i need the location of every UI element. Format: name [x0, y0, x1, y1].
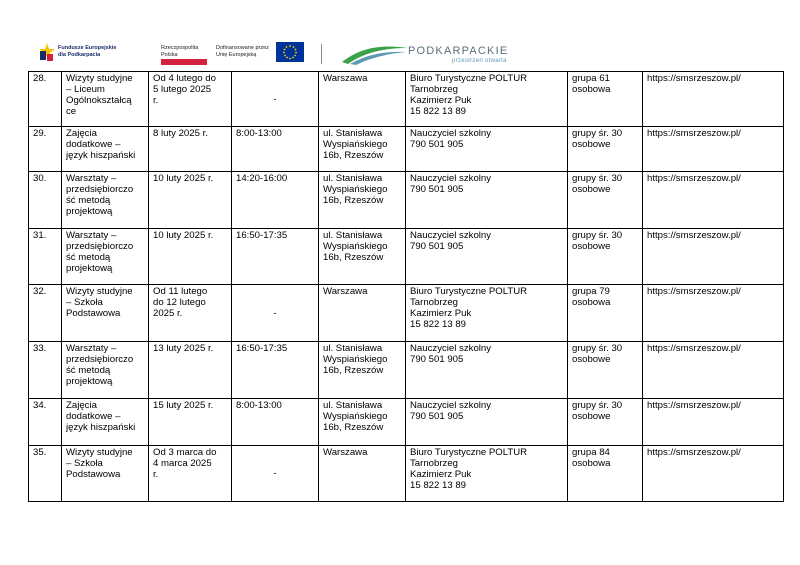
- cell-place: Warszawa: [319, 446, 406, 502]
- cell-name: Wizyty studyjne – Szkoła Podstawowa: [62, 446, 149, 502]
- cell-date: Od 4 lutego do 5 lutego 2025 r.: [149, 72, 232, 127]
- cell-nr: 33.: [29, 342, 62, 399]
- table-row: [29, 127, 784, 172]
- cell-organizer: Nauczyciel szkolny 790 501 905: [406, 172, 568, 229]
- cell-organizer: Nauczyciel szkolny 790 501 905: [406, 342, 568, 399]
- cell-group: grupa 79 osobowa: [568, 285, 643, 342]
- cell-nr: 30.: [29, 172, 62, 229]
- cell-organizer: Nauczyciel szkolny 790 501 905: [406, 399, 568, 446]
- table-row: [29, 172, 784, 229]
- cell-place: ul. Stanisława Wyspiańskiego 16b, Rzeszów: [319, 399, 406, 446]
- cell-nr: 31.: [29, 229, 62, 285]
- cell-time: 16:50-17:35: [232, 342, 319, 399]
- region-name: PODKARPACKIE: [408, 45, 509, 57]
- cell-date: 10 luty 2025 r.: [149, 229, 232, 285]
- cell-place: ul. Stanisława Wyspiańskiego 16b, Rzeszów: [319, 127, 406, 172]
- cell-time: 14:20-16:00: [232, 172, 319, 229]
- table-row: [29, 342, 784, 399]
- cell-group: grupy śr. 30 osobowe: [568, 399, 643, 446]
- cell-organizer: Biuro Turystyczne POLTUR Tarnobrzeg Kazimierz Puk 15 822 13 89: [406, 446, 568, 502]
- table-row: [29, 229, 784, 285]
- cell-date: 13 luty 2025 r.: [149, 342, 232, 399]
- cell-organizer: Nauczyciel szkolny 790 501 905: [406, 229, 568, 285]
- cell-time: -: [232, 72, 319, 127]
- cell-organizer: Nauczyciel szkolny 790 501 905: [406, 127, 568, 172]
- cell-name: Warsztaty – przedsiębiorczo ść metodą projektową: [62, 172, 149, 229]
- cell-nr: 29.: [29, 127, 62, 172]
- cell-place: Warszawa: [319, 285, 406, 342]
- cell-time: -: [232, 285, 319, 342]
- cell-place: Warszawa: [319, 72, 406, 127]
- logo-bar: [0, 0, 800, 70]
- cell-name: Warsztaty – przedsiębiorczo ść metodą projektową: [62, 342, 149, 399]
- schedule-table: [28, 71, 784, 502]
- cell-group: grupy śr. 30 osobowe: [568, 229, 643, 285]
- table-row: [29, 72, 784, 127]
- cell-url[interactable]: https://smsrzeszow.pl/: [643, 172, 784, 229]
- cell-url[interactable]: https://smsrzeszow.pl/: [643, 446, 784, 502]
- region-tagline: przestrzeń otwarta: [452, 58, 507, 64]
- cell-time: 16:50-17:35: [232, 229, 319, 285]
- cell-place: ul. Stanisława Wyspiańskiego 16b, Rzeszów: [319, 342, 406, 399]
- cell-url[interactable]: https://smsrzeszow.pl/: [643, 229, 784, 285]
- eu-flag-icon: [276, 42, 304, 62]
- cell-url[interactable]: https://smsrzeszow.pl/: [643, 342, 784, 399]
- cell-time: 8:00-13:00: [232, 399, 319, 446]
- cell-organizer: Biuro Turystyczne POLTUR Tarnobrzeg Kazimierz Puk 15 822 13 89: [406, 285, 568, 342]
- cell-name: Zajęcia dodatkowe – język hiszpański: [62, 399, 149, 446]
- cell-url[interactable]: https://smsrzeszow.pl/: [643, 72, 784, 127]
- cell-url[interactable]: https://smsrzeszow.pl/: [643, 399, 784, 446]
- cell-time: 8:00-13:00: [232, 127, 319, 172]
- cell-nr: 32.: [29, 285, 62, 342]
- cell-url[interactable]: https://smsrzeszow.pl/: [643, 285, 784, 342]
- cell-group: grupa 61 osobowa: [568, 72, 643, 127]
- cell-url[interactable]: https://smsrzeszow.pl/: [643, 127, 784, 172]
- cell-nr: 28.: [29, 72, 62, 127]
- cell-name: Zajęcia dodatkowe – język hiszpański: [62, 127, 149, 172]
- cell-group: grupy śr. 30 osobowe: [568, 342, 643, 399]
- cell-organizer: Biuro Turystyczne POLTUR Tarnobrzeg Kazimierz Puk 15 822 13 89: [406, 72, 568, 127]
- cofinance-text: Dofinansowane przez Unię Europejską: [216, 45, 269, 58]
- cell-name: Warsztaty – przedsiębiorczo ść metodą projektową: [62, 229, 149, 285]
- cell-date: 8 luty 2025 r.: [149, 127, 232, 172]
- fe-logo-text: Fundusze Europejskie dla Podkarpacia: [58, 45, 117, 58]
- table-row: [29, 446, 784, 502]
- cell-date: 10 luty 2025 r.: [149, 172, 232, 229]
- pl-flag-icon: [161, 59, 207, 65]
- cell-date: Od 3 marca do 4 marca 2025 r.: [149, 446, 232, 502]
- cell-group: grupa 84 osobowa: [568, 446, 643, 502]
- fe-star-logo-icon: [38, 42, 56, 62]
- cell-place: ul. Stanisława Wyspiańskiego 16b, Rzeszów: [319, 229, 406, 285]
- table-row: [29, 285, 784, 342]
- table-row: [29, 399, 784, 446]
- rp-logo-text: Rzeczpospolita Polska: [161, 45, 199, 58]
- cell-nr: 35.: [29, 446, 62, 502]
- cell-name: Wizyty studyjne – Szkoła Podstawowa: [62, 285, 149, 342]
- cell-name: Wizyty studyjne – Liceum Ogólnokształcą ce: [62, 72, 149, 127]
- cell-nr: 34.: [29, 399, 62, 446]
- logo-divider: [321, 44, 322, 64]
- cell-place: ul. Stanisława Wyspiańskiego 16b, Rzeszów: [319, 172, 406, 229]
- cell-group: grupy śr. 30 osobowe: [568, 172, 643, 229]
- cell-date: Od 11 lutego do 12 lutego 2025 r.: [149, 285, 232, 342]
- cell-group: grupy śr. 30 osobowe: [568, 127, 643, 172]
- cell-date: 15 luty 2025 r.: [149, 399, 232, 446]
- podkarpackie-swoosh-icon: [340, 40, 410, 66]
- cell-time: -: [232, 446, 319, 502]
